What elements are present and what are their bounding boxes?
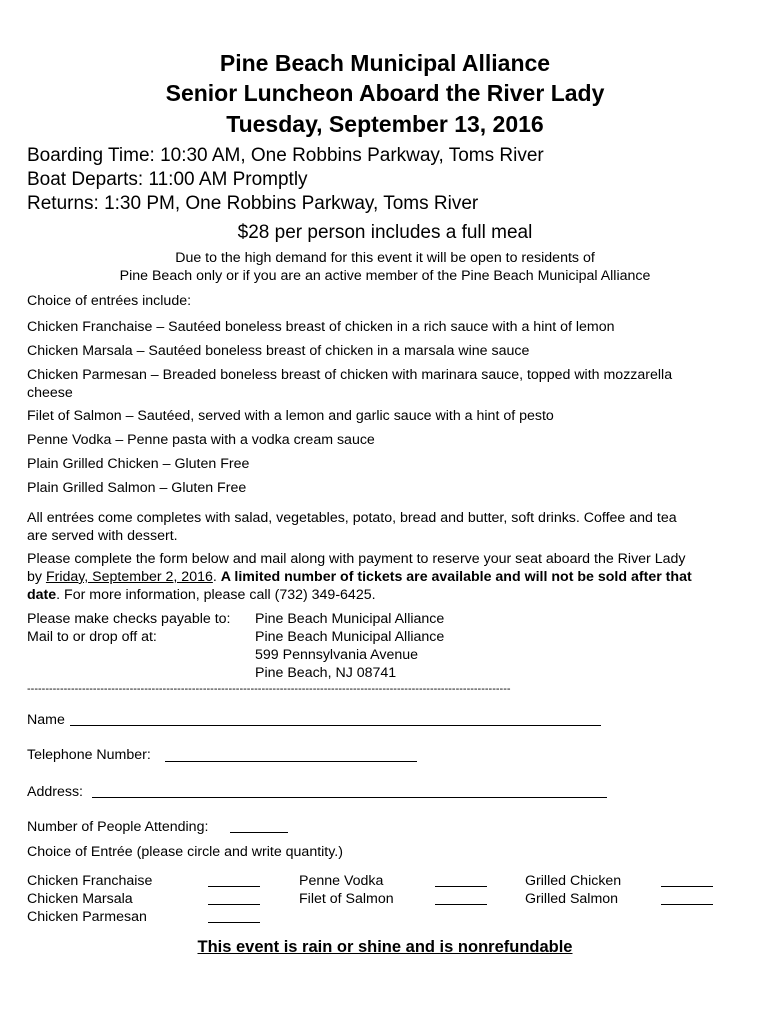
includes-line-2: are served with dessert. [27, 528, 178, 544]
mail-name: Pine Beach Municipal Alliance [255, 629, 445, 645]
limited-notice-date: date [27, 587, 57, 603]
more-info: . For more information, please call (732) 349-6425. [56, 587, 376, 603]
entree-item: Chicken Parmesan – Breaded boneless breast of chicken with marinara sauce, topped with mozzarella [27, 367, 673, 383]
entree-item-continued: cheese [27, 385, 73, 401]
qty-grilled-salmon[interactable] [661, 904, 713, 905]
choice-penne-vodka: Penne Vodka [299, 873, 384, 889]
choice-grilled-chicken: Grilled Chicken [525, 873, 622, 889]
name-label: Name [27, 712, 65, 728]
entree-item: Plain Grilled Chicken – Gluten Free [27, 456, 250, 472]
mail-city: Pine Beach, NJ 08741 [255, 665, 397, 681]
choice-chicken-parmesan: Chicken Parmesan [27, 909, 147, 925]
choice-grilled-salmon: Grilled Salmon [525, 891, 619, 907]
deadline-date: Friday, September 2, 2016 [45, 569, 213, 585]
instructions-period: . [212, 569, 221, 585]
checks-value: Pine Beach Municipal Alliance [255, 611, 445, 627]
choice-chicken-marsala: Chicken Marsala [27, 891, 133, 907]
title-line-2: Senior Luncheon Aboard the River Lady [165, 80, 605, 106]
entree-item: Penne Vodka – Penne pasta with a vodka cream sauce [27, 432, 375, 448]
boarding-time: Boarding Time: 10:30 AM, One Robbins Parkway, Toms River [27, 145, 544, 166]
qty-chicken-franchaise[interactable] [208, 886, 260, 887]
phone-label: Telephone Number: [27, 747, 151, 763]
qty-chicken-parmesan[interactable] [208, 922, 260, 923]
returns-time: Returns: 1:30 PM, One Robbins Parkway, Toms River [27, 193, 479, 214]
choice-chicken-franchaise: Chicken Franchaise [27, 873, 153, 889]
entree-item: Plain Grilled Salmon – Gluten Free [27, 480, 247, 496]
checks-label: Please make checks payable to: [27, 611, 231, 627]
choice-filet-of-salmon: Filet of Salmon [299, 891, 394, 907]
phone-field[interactable] [165, 761, 417, 762]
instructions-line-3 [27, 586, 376, 604]
cut-line-divider: ------------------------------------------------------------------------------------------------------------------------------------ [27, 683, 511, 695]
entrees-heading: Choice of entrées include: [27, 293, 192, 309]
eligibility-line-2: Pine Beach only or if you are an active member of the Pine Beach Municipal Alliance [119, 268, 651, 284]
qty-chicken-marsala[interactable] [208, 904, 260, 905]
instructions-line-1: Please complete the form below and mail along with payment to reserve your seat aboard the River Lady [27, 551, 686, 567]
eligibility-line-1: Due to the high demand for this event it will be open to residents of [175, 250, 595, 266]
includes-line-1: All entrées come completes with salad, vegetables, potato, bread and butter, soft drinks. Coffee and tea [27, 510, 677, 526]
attending-label: Number of People Attending: [27, 819, 209, 835]
entree-item: Filet of Salmon – Sautéed, served with a lemon and garlic sauce with a hint of pesto [27, 408, 554, 424]
address-label: Address: [27, 784, 83, 800]
qty-penne-vodka[interactable] [435, 886, 487, 887]
instructions-by: by [27, 569, 46, 585]
mail-label: Mail to or drop off at: [27, 629, 157, 645]
title-line-3: Tuesday, September 13, 2016 [226, 111, 544, 137]
address-field[interactable] [92, 797, 607, 798]
attending-field[interactable] [230, 832, 288, 833]
price: $28 per person includes a full meal [237, 222, 533, 243]
name-field[interactable] [70, 725, 601, 726]
footer-notice: This event is rain or shine and is nonrefundable [197, 938, 573, 956]
qty-filet-of-salmon[interactable] [435, 904, 487, 905]
entree-item: Chicken Marsala – Sautéed boneless breast of chicken in a marsala wine sauce [27, 343, 530, 359]
limited-notice: A limited number of tickets are available and will not be sold after that [220, 569, 692, 585]
mail-street: 599 Pennsylvania Avenue [255, 647, 419, 663]
entree-item: Chicken Franchaise – Sautéed boneless breast of chicken in a rich sauce with a hint of lemon [27, 319, 615, 335]
boat-departs: Boat Departs: 11:00 AM Promptly [27, 169, 308, 190]
qty-grilled-chicken[interactable] [661, 886, 713, 887]
instructions-line-2 [27, 568, 692, 586]
title-line-1: Pine Beach Municipal Alliance [219, 50, 551, 76]
choice-label: Choice of Entrée (please circle and write quantity.) [27, 844, 343, 860]
